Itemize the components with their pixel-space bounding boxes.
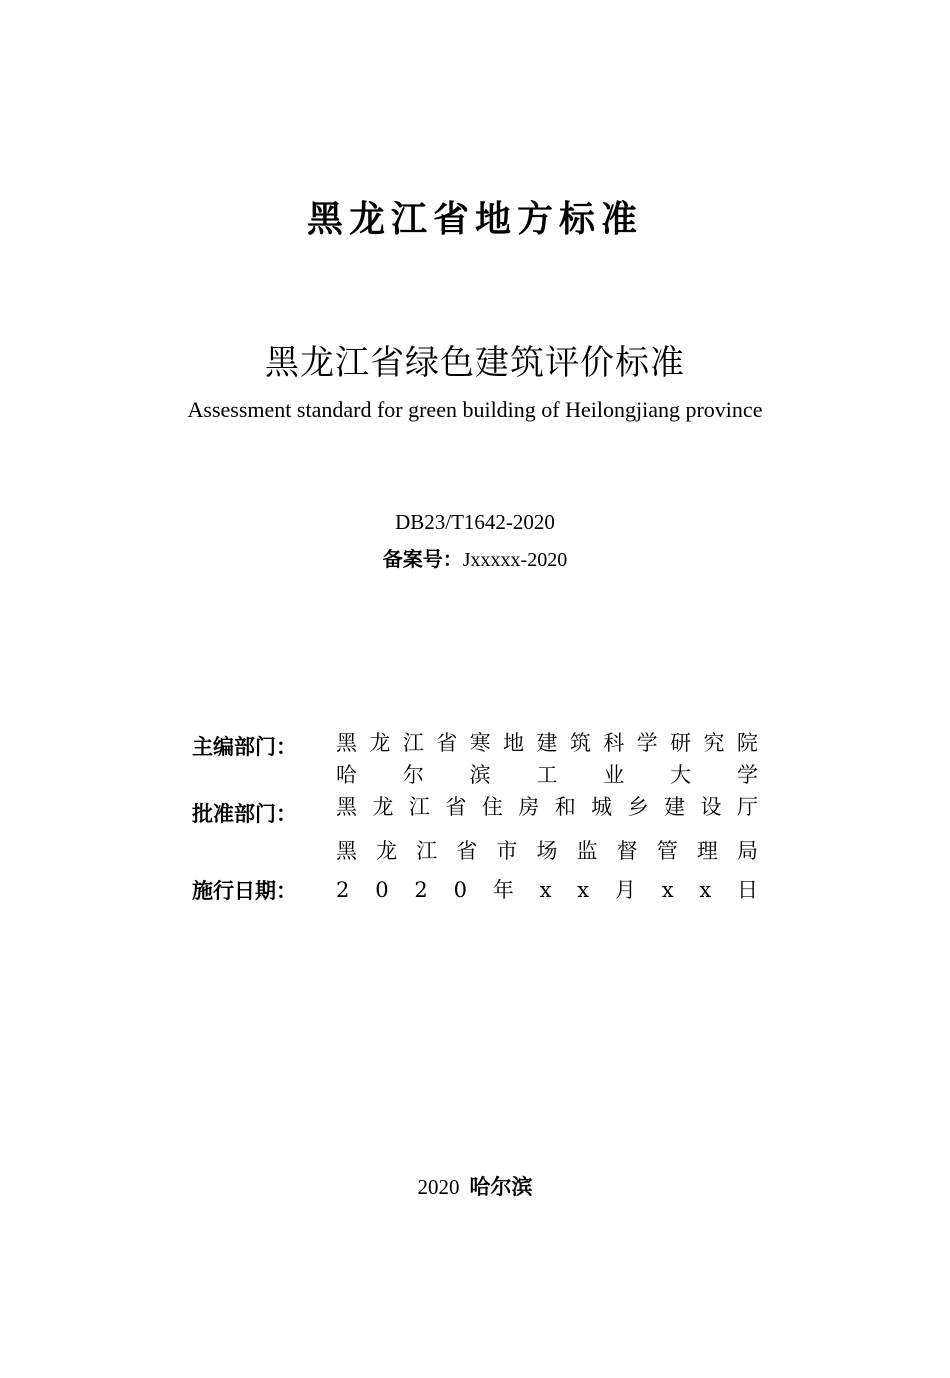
char: 学 [736,763,758,787]
char: 江 [402,731,424,755]
approver-label: 批准部门： [192,802,297,826]
char: 滨 [469,763,491,787]
char: 究 [703,731,725,755]
char: 建 [536,731,558,755]
char: 设 [700,795,722,819]
char: 龙 [372,795,394,819]
char: 和 [554,795,576,819]
char: 地 [503,731,525,755]
char: 省 [456,839,478,863]
standard-title-cn: 黑龙江省绿色建筑评价标准 [265,343,685,383]
approver-line-1 [336,792,758,822]
char: 2 [336,878,350,902]
char: 江 [416,839,438,863]
char: 研 [670,731,692,755]
char: 科 [603,731,625,755]
char: x [699,878,712,902]
char: 乡 [627,795,649,819]
standard-title-en: Assessment standard for green building of Heilongjiang province [187,397,763,422]
char: 江 [408,795,430,819]
char: 2 [414,878,428,902]
char: 监 [576,839,598,863]
char: 学 [636,731,658,755]
char: 日 [737,878,758,902]
char: 0 [453,878,467,902]
char: 尔 [402,763,424,787]
footer-city: 哈尔滨 [469,1175,533,1199]
effective-date-label: 施行日期： [192,879,297,903]
char: 业 [603,763,625,787]
char: 黑 [336,839,357,863]
char: x [661,878,674,902]
char: 哈 [336,763,357,787]
footer [0,1172,950,1202]
char: 0 [375,878,389,902]
footer-year: 2020 [417,1175,460,1199]
char: 管 [656,839,678,863]
char: 厅 [736,795,758,819]
char: 黑 [336,731,357,755]
record-number-label: 备案号： [382,547,463,571]
char: 省 [445,795,467,819]
char: 理 [696,839,718,863]
char: x [539,878,552,902]
editor-line-1 [336,728,758,758]
header-title: 黑龙江省地方标准 [306,199,643,240]
char: 筑 [569,731,591,755]
char: 建 [664,795,686,819]
char: 龙 [376,839,398,863]
char: x [577,878,590,902]
char: 龙 [369,731,391,755]
char: 黑 [336,795,357,819]
approver-line-2 [336,836,758,866]
char: 院 [736,731,758,755]
editor-label: 主编部门： [192,735,297,759]
char: 寒 [469,731,491,755]
char: 住 [481,795,503,819]
char: 月 [614,878,636,902]
standard-number: DB23/T1642-2020 [395,510,555,534]
char: 大 [670,763,692,787]
char: 场 [536,839,558,863]
char: 督 [616,839,638,863]
effective-date-value [336,875,758,905]
char: 市 [496,839,518,863]
char: 工 [536,763,558,787]
record-number [0,545,950,574]
record-number-value: Jxxxxx-2020 [462,549,568,571]
char: 城 [591,795,613,819]
char: 局 [736,839,758,863]
char: 年 [492,878,514,902]
editor-line-2 [336,760,758,790]
char: 房 [518,795,540,819]
char: 省 [436,731,458,755]
